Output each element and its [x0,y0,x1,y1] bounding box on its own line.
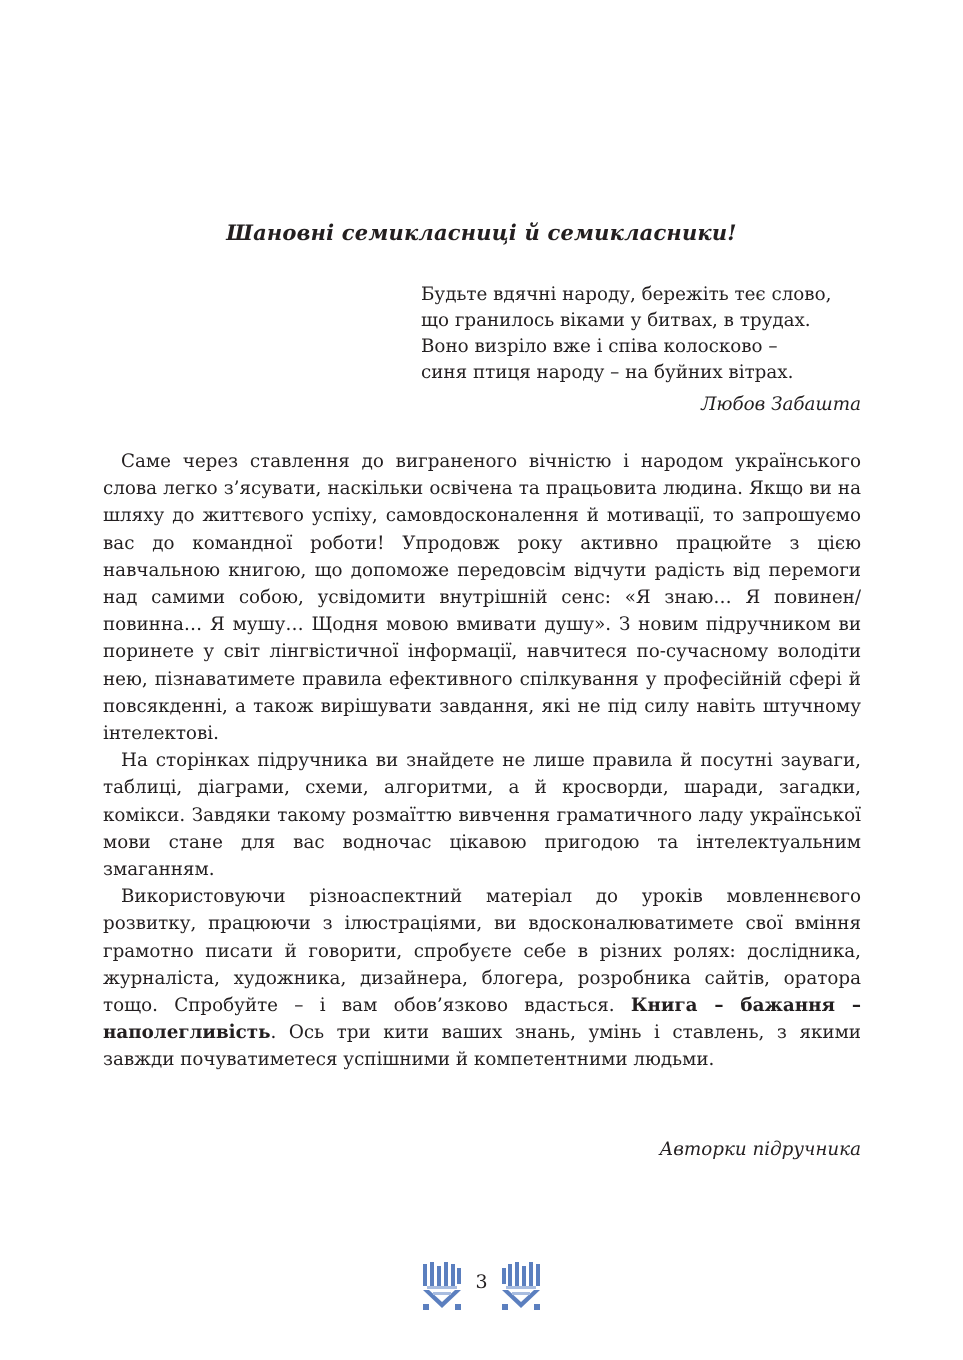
ornament-left-icon [419,1260,465,1312]
signature: Авторки підручника [659,1139,861,1160]
epigraph [421,282,861,386]
epigraph-author: Любов Забашта [701,394,861,415]
epigraph-line: Будьте вдячні народу, бережіть теє слово, [421,284,832,305]
paragraph-3-start: Використовуючи різноаспектний матеріал до уроків мовленнєвого розвитку, працюючи з ілюстраціями, ви вдосконалюватимете свої вміння грамотно писати й говорити, спробуєте себе в різних ролях: дослідника, журналіста, художника, дизайнера, блогера, розробника сайтів, оратора тощо. Спробуйте – і вам обов’язково вдасться. [103,886,861,1017]
paragraph-1: Саме через ставлення до вигранeного вічністю і народом українського слова легко з’ясувати, наскільки освічена та працьовита людина. Якщо ви на шляху до життєвого успіху, самовдосконалення й мотивації, то запрошуємо вас до командної роботи! Упродовж року активно працюйте з цією навчальною книгою, що допоможе передовсім відчути радість від перемоги над самими собою, усвідомити внутрішній сенс: «Я знаю… Я повинен/повинна… Я мушу… Щодня мовою вмивати душу». З новим підручником ви поринете у світ лінгвістичної інформації, навчитеся по-сучасному володіти нею, пізнаватимете правила ефективного спілкування у професійній сфері й повсякденні, а також вирішувати завдання, які не під силу навіть штучному інтелектові. [103,451,861,745]
page-footer [0,1258,963,1314]
epigraph-line: синя птиця народу – на буйних вітрах. [421,362,794,383]
paragraph-2: На сторінках підручника ви знайдете не лише правила й посутні зауваги, таблиці, діаграми, схеми, алгоритми, а й кросворди, шаради, загадки, комікси. Завдяки такому розмаїттю вивчення граматичного ладу української мови стане для вас водночас цікавою пригодою та інтелектуальним змаганням. [103,750,861,881]
page-title: Шановні семикласниці й семикласники! [226,220,737,245]
paragraph-3-bold: Книга – бажання – наполегливість [103,995,861,1044]
epigraph-line: Воно визріло вже і співа колосково – [421,336,778,357]
page-number: 3 [475,1271,488,1293]
ornament-right-icon [498,1260,544,1312]
paragraph-3 [103,883,861,1073]
body-text [103,448,861,1074]
epigraph-line: що гранилось віками у битвах, в трудах. [421,310,811,331]
paragraph-3-end: . Ось три кити ваших знань, умінь і ставлень, з якими завжди почуватиметеся успішними й компетентними людьми. [103,1022,861,1071]
